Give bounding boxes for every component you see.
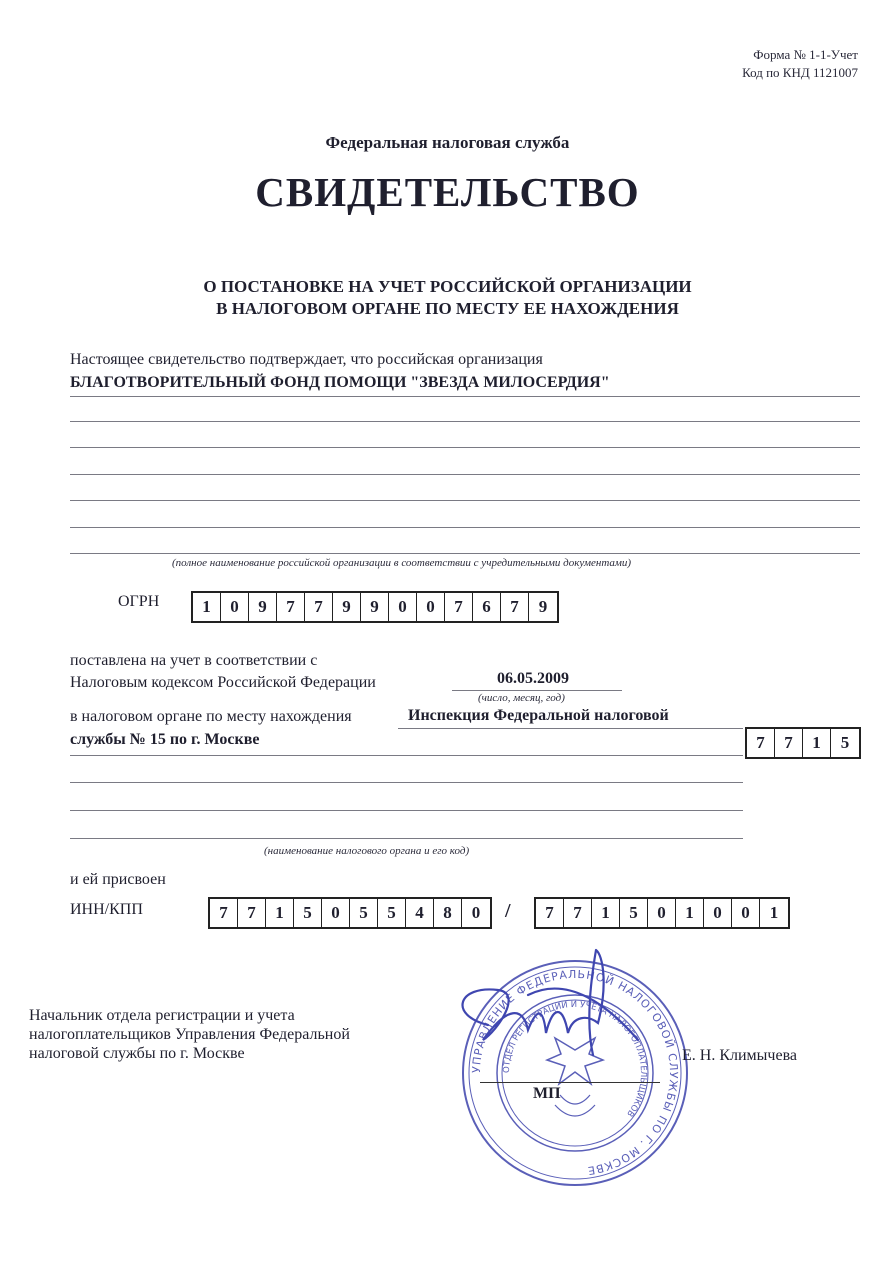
position-line-3: налоговой службы по г. Москве (29, 1045, 245, 1062)
form-number: Форма № 1-1-Учет (753, 47, 858, 62)
ogrn-digit: 0 (221, 593, 249, 621)
mp-label: МП (533, 1085, 561, 1102)
signer-name: Е. Н. Климычева (682, 1047, 798, 1064)
organization-name: БЛАГОТВОРИТЕЛЬНЫЙ ФОНД ПОМОЩИ "ЗВЕЗДА МИЛОСЕРДИЯ" (70, 374, 610, 391)
org-line-7 (70, 553, 860, 554)
svg-text:УПРАВЛЕНИЕ ФЕДЕРАЛЬНОЙ НАЛОГОВ: УПРАВЛЕНИЕ ФЕДЕРАЛЬНОЙ НАЛОГОВОЙ СЛУЖБЫ ПО Г. МОСКВЕ (469, 967, 681, 1178)
org-line-1 (70, 396, 860, 397)
org-line-3 (70, 447, 860, 448)
inn-digit: 0 (322, 899, 350, 927)
tax-office-name-2: службы № 15 по г. Москве (70, 731, 260, 748)
ogrn-digit: 1 (193, 593, 221, 621)
subtitle-line-2: В НАЛОГОВОМ ОРГАНЕ ПО МЕСТУ ЕЕ НАХОЖДЕНИЯ (216, 299, 679, 318)
inn-kpp-label: ИНН/КПП (70, 901, 143, 918)
org-line-4 (70, 474, 860, 475)
kpp-digit: 1 (769, 903, 779, 922)
tax-office-name-1: Инспекция Федеральной налоговой (408, 707, 669, 724)
inn-digit: 7 (210, 899, 238, 927)
inn-digit: 4 (406, 899, 434, 927)
date-underline (452, 690, 622, 691)
kpp-digit: 1 (676, 899, 704, 927)
ogrn-digit: 7 (501, 593, 529, 621)
tax-office-caption: (наименование налогового органа и его код) (264, 845, 470, 857)
ogrn-digit: 0 (389, 593, 417, 621)
tax-office-code-cells (745, 727, 861, 759)
ogrn-digit: 9 (361, 593, 389, 621)
subtitle-line-1: О ПОСТАНОВКЕ НА УЧЕТ РОССИЙСКОЙ ОРГАНИЗАЦИИ (203, 277, 692, 296)
inn-digit: 7 (238, 899, 266, 927)
knd-code: Код по КНД 1121007 (742, 65, 858, 80)
kpp-digit: 0 (732, 899, 760, 927)
tax-office-line-3 (70, 782, 743, 783)
inn-digit: 1 (266, 899, 294, 927)
ogrn-digit: 6 (473, 593, 501, 621)
inn-digit: 5 (350, 899, 378, 927)
form-code-block (742, 46, 858, 82)
registration-line-2: Налоговым кодексом Российской Федерации (70, 674, 376, 691)
registration-date: 06.05.2009 (497, 670, 569, 687)
position-line-1: Начальник отдела регистрации и учета (29, 1007, 295, 1024)
assigned-label: и ей присвоен (70, 871, 166, 888)
handwritten-signature-icon (428, 945, 658, 1085)
ogrn-digit: 0 (417, 593, 445, 621)
kpp-cells (534, 897, 790, 929)
ogrn-label: ОГРН (118, 593, 160, 610)
kpp-digit: 7 (536, 899, 564, 927)
tax-office-line-4 (70, 810, 743, 811)
inn-kpp-separator: / (505, 900, 511, 922)
inn-cells (208, 897, 492, 929)
organization-caption: (полное наименование российской организации в соответствии с учредительными документами) (172, 557, 632, 569)
inn-digit: 8 (434, 899, 462, 927)
signer-position (29, 1006, 350, 1063)
svg-text:ОТДЕЛ РЕГИСТРАЦИИ И УЧЕТА НАЛО: ОТДЕЛ РЕГИСТРАЦИИ И УЧЕТА НАЛОГОПЛАТЕЛЬЩИКОВ (501, 999, 649, 1119)
ogrn-digit: 7 (277, 593, 305, 621)
org-line-5 (70, 500, 860, 501)
tax-office-code-digit: 1 (803, 729, 831, 757)
ogrn-digit: 9 (249, 593, 277, 621)
signature-line (480, 1082, 660, 1083)
ogrn-digit: 9 (333, 593, 361, 621)
kpp-digit: 1 (592, 899, 620, 927)
tax-office-code-digit: 5 (840, 733, 850, 752)
date-caption: (число, месяц, год) (478, 692, 565, 704)
org-line-6 (70, 527, 860, 528)
position-line-2: налогоплательщиков Управления Федеральной (29, 1026, 350, 1043)
ogrn-digit: 9 (538, 597, 548, 616)
inn-digit: 0 (471, 903, 481, 922)
ogrn-digit: 7 (305, 593, 333, 621)
document-title: СВИДЕТЕЛЬСТВО (255, 169, 640, 215)
inn-digit: 5 (294, 899, 322, 927)
tax-office-underline-2 (70, 755, 743, 756)
registration-line-1: поставлена на учет в соответствии с (70, 652, 318, 669)
kpp-digit: 0 (648, 899, 676, 927)
kpp-digit: 5 (620, 899, 648, 927)
kpp-digit: 7 (564, 899, 592, 927)
tax-office-intro: в налоговом органе по месту нахождения (70, 708, 352, 725)
inn-digit: 5 (378, 899, 406, 927)
tax-office-underline-1 (398, 728, 743, 729)
tax-office-code-digit: 7 (775, 729, 803, 757)
ogrn-digit: 7 (445, 593, 473, 621)
document-subtitle (0, 276, 895, 320)
kpp-digit: 0 (704, 899, 732, 927)
ogrn-cells (191, 591, 559, 623)
organization-intro: Настоящее свидетельство подтверждает, что российская организация (70, 351, 543, 368)
agency-name: Федеральная налоговая служба (325, 133, 570, 152)
tax-office-line-5 (70, 838, 743, 839)
tax-office-code-digit: 7 (747, 729, 775, 757)
org-line-2 (70, 421, 860, 422)
